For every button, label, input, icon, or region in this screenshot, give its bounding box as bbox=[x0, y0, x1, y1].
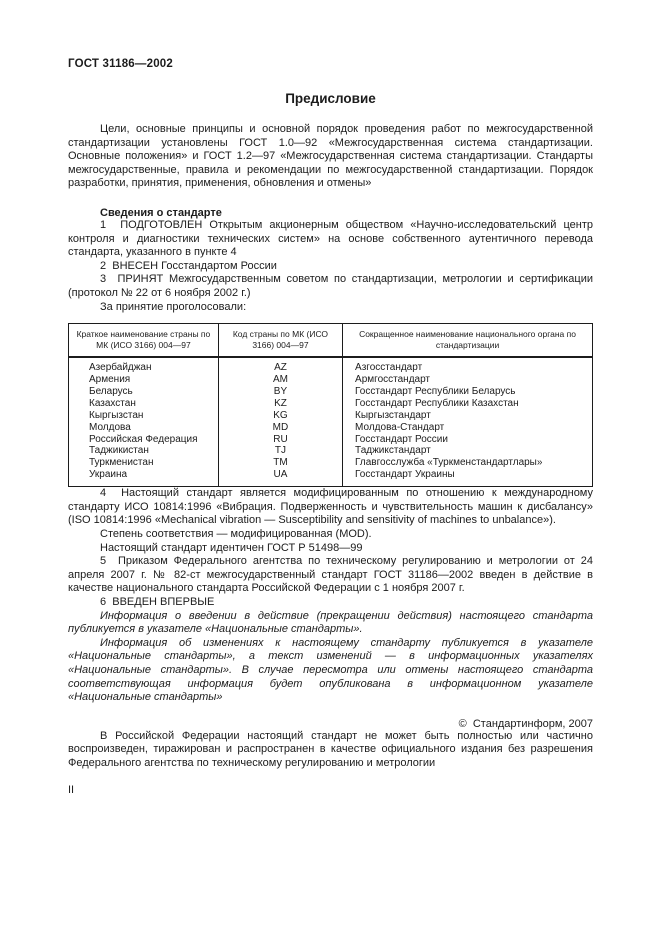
country-name: Молдова bbox=[89, 421, 131, 433]
copyright-line: © Стандартинформ, 2007 bbox=[458, 717, 593, 730]
intro-paragraph: Цели, основные принципы и основной порядок проведения работ по межгосударственной стандартизации установлены ГОСТ 1.0—92 «Межгосударственная система стандартизации. Основные положения» и ГОСТ 1.2—97 «Межгосударственная система стандартизации. Стандарты межгосударственные, правила и рекомендации по межгосударственной стандартизации. Порядок разработки, принятия, применения, обновления и отмены» bbox=[68, 123, 593, 190]
info-item-4-conformity: Степень соответствия — модифицированная (MOD). bbox=[100, 527, 372, 540]
country-code: MD bbox=[218, 422, 342, 434]
agency-name: Азгосстандарт bbox=[343, 357, 593, 374]
vote-table bbox=[68, 323, 593, 487]
info-item-6: 6 ВВЕДЕН ВПЕРВЫЕ bbox=[100, 595, 215, 608]
info-item-3: 3 ПРИНЯТ Межгосударственным советом по стандартизации, метрологии и сертификации (протокол № 22 от 6 ноября 2002 г.) bbox=[68, 273, 593, 299]
notice-enactment: Информация о введении в действие (прекращении действия) настоящего стандарта публикуется в указателе «Национальные стандарты». bbox=[68, 609, 593, 636]
section-heading-standard-info: Сведения о стандарте bbox=[100, 206, 222, 219]
country-code: KZ bbox=[218, 398, 342, 410]
country-code: TM bbox=[218, 457, 342, 469]
table-row bbox=[69, 374, 593, 386]
table-row bbox=[69, 422, 593, 434]
page-title: Предисловие bbox=[285, 91, 376, 106]
info-item-1: 1 ПОДГОТОВЛЕН Открытым акционерным обществом «Научно-исследовательский центр контроля и диагностики технических систем» на основе собственного аутентичного перевода стандарта, указанного в пункте 4 bbox=[68, 218, 593, 259]
column-header-country: Краткое наименование страны по МК (ИСО 3166) 004—97 bbox=[69, 324, 219, 358]
table-row bbox=[69, 386, 593, 398]
country-name: Туркменистан bbox=[89, 457, 154, 469]
agency-name: Таджикстандарт bbox=[343, 445, 593, 457]
page-number: II bbox=[68, 784, 75, 797]
column-header-agency: Сокращенное наименование национального органа по стандартизации bbox=[343, 324, 593, 358]
table-row bbox=[69, 357, 593, 374]
agency-name: Главгосслужба «Туркменстандартлары» bbox=[343, 457, 593, 469]
agency-name: Госстандарт Республики Беларусь bbox=[343, 386, 593, 398]
reproduction-restriction: В Российской Федерации настоящий стандарт не может быть полностью или частично воспроизведен, тиражирован и распространен в качестве официального издания без разрешения Федерального агентства по техническому регулированию и метрологии bbox=[68, 729, 593, 769]
vote-table-body bbox=[69, 357, 593, 487]
vote-table-header bbox=[69, 324, 593, 358]
country-name: Кыргызстан bbox=[89, 409, 144, 421]
info-item-4-identity: Настоящий стандарт идентичен ГОСТ Р 51498—99 bbox=[100, 541, 363, 554]
agency-name: Госстандарт Республики Казахстан bbox=[343, 398, 593, 410]
country-code: UA bbox=[218, 469, 342, 486]
table-row bbox=[69, 457, 593, 469]
table-row bbox=[69, 434, 593, 446]
table-row bbox=[69, 398, 593, 410]
column-header-code: Код страны по МК (ИСО 3166) 004—97 bbox=[218, 324, 342, 358]
agency-name: Госстандарт Украины bbox=[343, 469, 593, 486]
info-item-2: 2 ВНЕСЕН Госстандартом России bbox=[100, 259, 277, 272]
country-name: Российская Федерация bbox=[89, 433, 198, 445]
country-code: AZ bbox=[218, 357, 342, 374]
table-row bbox=[69, 410, 593, 422]
notice-amendments: Информация об изменениях к настоящему стандарту публикуется в указателе «Национальные стандарты», а текст изменений — в информационных указателях «Национальные стандарты». В случае пересмотра или отмены настоящего стандарта соответствующая информация будет опубликована в информационном указателе «Национальные стандарты» bbox=[68, 636, 593, 704]
country-code: RU bbox=[218, 434, 342, 446]
country-code: KG bbox=[218, 410, 342, 422]
country-name: Азербайджан bbox=[89, 362, 152, 374]
country-code: TJ bbox=[218, 445, 342, 457]
table-row bbox=[69, 469, 593, 486]
agency-name: Госстандарт России bbox=[343, 434, 593, 446]
country-name: Казахстан bbox=[89, 397, 136, 409]
country-name: Армения bbox=[89, 374, 131, 386]
agency-name: Армгосстандарт bbox=[343, 374, 593, 386]
doc-code: ГОСТ 31186—2002 bbox=[68, 58, 173, 70]
country-name: Беларусь bbox=[89, 385, 133, 397]
agency-name: Молдова-Стандарт bbox=[343, 422, 593, 434]
table-row bbox=[69, 445, 593, 457]
agency-name: Кыргызстандарт bbox=[343, 410, 593, 422]
vote-intro-line: За принятие проголосовали: bbox=[100, 300, 247, 313]
info-item-5: 5 Приказом Федерального агентства по техническому регулированию и метрологии от 24 апреля 2007 г. № 82-ст межгосударственный стандарт ГОСТ 31186—2002 введен в действие в качестве национального стандарта Российской Федерации с 1 ноября 2007 г. bbox=[68, 555, 593, 595]
country-name: Таджикистан bbox=[89, 445, 149, 457]
info-item-4: 4 Настоящий стандарт является модифицированным по отношению к международному стандарту ИСО 10814:1996 «Вибрация. Подверженность и чувствительность машин к дисбалансу» (ISO 10814:1996 «Mechanical vibration — Susceptibility and sensitivity of machines to unbalance»). bbox=[68, 487, 593, 527]
country-code: BY bbox=[218, 386, 342, 398]
country-name: Украина bbox=[89, 469, 128, 481]
country-code: AM bbox=[218, 374, 342, 386]
